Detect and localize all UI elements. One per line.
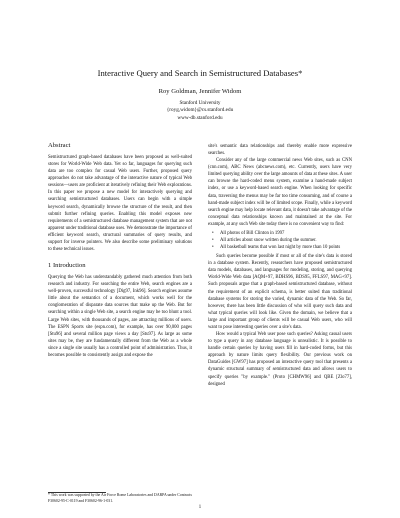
abstract-text: Semistructured graph-based databases have been proposed as well-suited stores for World-Wide Web data. Yet so far, languages for querying such data are too complex for casual Web users. Further, proposed query approaches do not take advantage of the interactive nature of typical Web sessions—users are proficient at iteratively refining their Web explorations. In this paper we propose a new model for interactively querying and searching semistructured databases. Users can begin with a simple keyword search, dynamically browse the structure of the result, and then submit further refining queries. Enabling this model exposes new requirements of a semistructured database management system that are not apparent under traditional database uses. We demonstrate the importance of efficient keyword search, structural summaries of query results, and support for inverse pointers. We also describe some preliminary solutions to these technical issues.: [48, 155, 192, 253]
introduction-heading: 1 Introduction: [48, 262, 86, 270]
right-paragraph-4: How would a typical Web user pose such queries? Asking casual users to type a query in any database language is unrealistic. It is possible to handle certain queries by having users fill in hard-coded forms, but this approach by nature limits query flexibility. Our previous work on DataGuides [GW97] has proposed an interactive query tool that presents a dynamic structural summary of semistructured data and allows users to specify queries "by example." (Proto [CHMW96] and QBE [Zlo77], designed: [208, 332, 352, 387]
right-paragraph-1: site's semantic data relationships and thereby enable more expressive searches.: [208, 144, 352, 157]
affiliation-email: {royg,widom}@cs.stanford.edu: [166, 107, 234, 114]
right-paragraph-2: Consider any of the large commercial news Web sites, such as CNN (cnn.com), ABC News (abcnews.com), etc. Currently, users have very limited querying ability over the large amounts of data at these sites. A user can browse the hard-coded menu system, examine a hand-made subject index, or use a keyword-based search engine. When looking for specific data, traversing the menus may be far too time consuming, and of course a hand-made subject index will be of limited scope. Finally, while a keyword search engine may help locate relevant data, it doesn't take advantage of the conceptual data relationships known and maintained at the site. For example, at any such Web site today there is no convenient way to find:: [208, 158, 352, 227]
right-column: [208, 143, 352, 388]
example-query-list: [212, 230, 352, 251]
right-paragraph-3: Such queries become possible if most or all of the site's data is stored in a database system. Recently, researchers have proposed semistructured data models, databases, and languages for modeling, storing, and querying World-Wide Web data [AQM+97, BDHS96, BDS95, FFLS97, MAG+97]. Such proposals argue that a graph-based semistructured database, without the requirement of an explicit schema, is better suited than traditional database systems for storing the varied, dynamic data of the Web. So far, however, there has been little discussion of who will query such data and what typical queries will look like. Given the domain, we believe that a large and important group of clients will be casual Web users, who will want to pose interesting queries over a site's data.: [208, 254, 352, 330]
abstract-heading: Abstract: [48, 142, 71, 149]
affiliation-institution: Stanford University: [179, 100, 221, 106]
author-list: Roy Goldman, Jennifer Widom: [158, 88, 242, 95]
affiliation: [0, 100, 400, 122]
footnote: * This work was supported by the Air Force Rome Laboratories and DARPA under Contracts F30602-95-C-0119 and F30602-96-1-031.: [48, 493, 192, 503]
list-item: • All photos of Bill Clinton in 1997: [212, 230, 352, 237]
list-item: • All articles about snow written during the summer.: [212, 237, 352, 244]
list-item: • All basketball teams that won last night by more than 10 points: [212, 244, 352, 251]
introduction-text: Querying the Web has understandably gathered much attention from both research and industry. For searching the entire Web, search engines are a well-proven, successful technology [Dig97, Ink96]. Search engines assume little about the semantics of a document, which works well for the conglomeration of disparate data sources that make up the Web. But for searching within a single Web site, a search engine may be too blunt a tool. Large Web sites, with thousands of pages, are attracting millions of users. The ESPN Sports site (espn.com), for example, has over 90,000 pages [Stu96] and several million page views a day [Stu97]. As large as some sites may be, they are fundamentally different from the Web as a whole since a single site usually has a controlled point of administration. Thus, it becomes possible to consistently assign and expose the: [48, 275, 192, 358]
page-number: 1: [198, 505, 202, 510]
affiliation-website: www-db.stanford.edu: [177, 114, 223, 121]
left-column: [48, 141, 192, 359]
paper-title: Interactive Query and Search in Semistructured Databases*: [97, 68, 303, 78]
